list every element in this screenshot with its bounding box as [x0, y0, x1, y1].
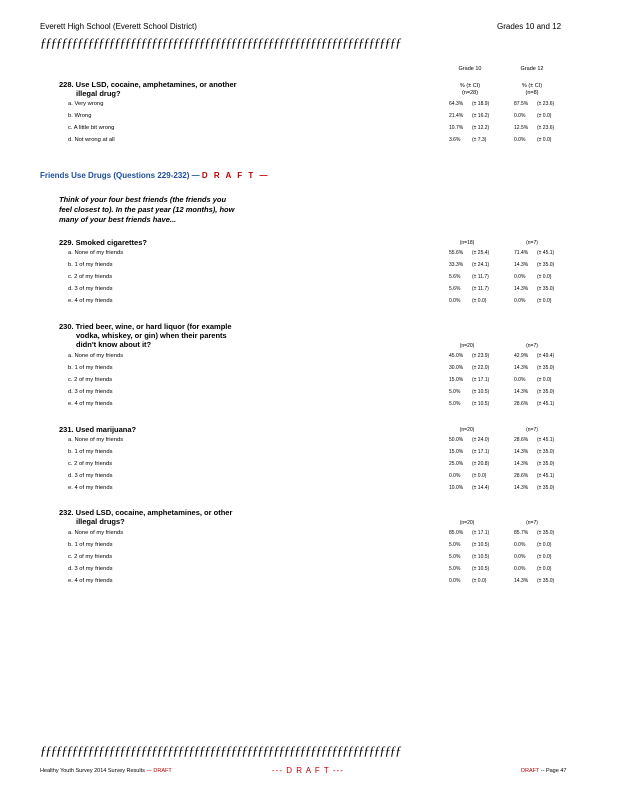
grade10-percent: 15.0% — [449, 449, 464, 455]
grade10-percent: 5.0% — [449, 542, 461, 548]
grade12-ci: (± 49.4) — [537, 353, 555, 359]
question-232-n-grade12: (n=7) — [526, 520, 538, 526]
option-label: d. 3 of my friends — [68, 286, 113, 292]
grade12-percent: 14.3% — [514, 262, 529, 268]
grade12-percent: 0.0% — [514, 554, 526, 560]
decorative-border-top: ƒƒƒƒƒƒƒƒƒƒƒƒƒƒƒƒƒƒƒƒƒƒƒƒƒƒƒƒƒƒƒƒƒƒƒƒƒƒƒƒƒƒƒƒƒƒƒƒƒƒƒƒƒƒƒƒƒƒƒƒƒƒƒƒƒƒƒƒ — [40, 35, 401, 50]
grade10-ci: (± 10.5) — [472, 389, 490, 395]
grade10-ci: (± 0.0) — [472, 298, 487, 304]
grade10-percent: 5.6% — [449, 274, 461, 280]
grade10-ci: (± 22.0) — [472, 365, 490, 371]
question-229-n-grade10: (n=18) — [459, 240, 475, 246]
grade12-percent: 0.0% — [514, 113, 526, 119]
grade10-ci: (± 17.1) — [472, 449, 490, 455]
option-label: c. 2 of my friends — [68, 461, 113, 467]
grade10-ci: (± 24.1) — [472, 262, 490, 268]
section-title-text: Friends Use Drugs (Questions 229-232) — — [40, 171, 200, 180]
question-232-title-cont: illegal drugs? — [76, 517, 125, 526]
column-header-grade12: Grade 12 — [520, 66, 544, 72]
decorative-border-bottom: ƒƒƒƒƒƒƒƒƒƒƒƒƒƒƒƒƒƒƒƒƒƒƒƒƒƒƒƒƒƒƒƒƒƒƒƒƒƒƒƒƒƒƒƒƒƒƒƒƒƒƒƒƒƒƒƒƒƒƒƒƒƒƒƒƒƒƒƒ — [40, 743, 401, 758]
grade10-percent: 5.0% — [449, 389, 461, 395]
grade10-percent: 25.0% — [449, 461, 464, 467]
grade12-ci: (± 0.0) — [537, 377, 552, 383]
grade12-percent: 0.0% — [514, 542, 526, 548]
question-230-n-grade12: (n=7) — [526, 343, 538, 349]
option-label: e. 4 of my friends — [68, 578, 113, 584]
grade12-ci: (± 35.0) — [537, 485, 555, 491]
grade10-percent: 0.0% — [449, 578, 461, 584]
grade12-ci: (± 35.0) — [537, 365, 555, 371]
option-label: b. 1 of my friends — [68, 365, 113, 371]
footer-right-draft: DRAFT — [521, 768, 540, 774]
option-label: e. 4 of my friends — [68, 401, 113, 407]
grade12-percent: 42.9% — [514, 353, 529, 359]
grade12-ci: (± 0.0) — [537, 554, 552, 560]
grade10-ci: (± 17.1) — [472, 530, 490, 536]
grade10-percent: 85.0% — [449, 530, 464, 536]
grade10-ci: (± 10.5) — [472, 566, 490, 572]
grade10-ci: (± 7.3) — [472, 137, 487, 143]
grade12-percent: 14.3% — [514, 578, 529, 584]
grade12-percent: 0.0% — [514, 377, 526, 383]
grade12-ci: (± 45.1) — [537, 250, 555, 256]
grade12-percent: 0.0% — [514, 137, 526, 143]
question-232-n-grade10: (n=20) — [459, 520, 475, 526]
question-229-n-grade12: (n=7) — [526, 240, 538, 246]
option-label: a. None of my friends — [68, 530, 124, 536]
grade12-percent: 14.3% — [514, 485, 529, 491]
grade10-percent: 5.0% — [449, 566, 461, 572]
grade10-ci: (± 10.5) — [472, 401, 490, 407]
grade10-percent: 64.3% — [449, 101, 464, 107]
grade10-percent: 30.0% — [449, 365, 464, 371]
question-228-title-cont: illegal drug? — [76, 89, 121, 98]
grade10-percent: 10.0% — [449, 485, 464, 491]
option-label: c. A little bit wrong — [68, 125, 115, 131]
option-label: a. Very wrong — [68, 101, 104, 107]
option-label: d. 3 of my friends — [68, 389, 113, 395]
grade10-ci: (± 11.7) — [472, 286, 489, 292]
footer-center-draft: --- D R A F T --- — [272, 766, 344, 775]
column-header-grade10: Grade 10 — [458, 66, 482, 72]
grade12-ci: (± 35.0) — [537, 530, 555, 536]
grade10-ci: (± 10.5) — [472, 554, 490, 560]
option-label: b. 1 of my friends — [68, 449, 113, 455]
question-228-title: 228. Use LSD, cocaine, amphetamines, or another — [59, 80, 237, 89]
footer-left — [40, 768, 172, 774]
grade10-percent: 5.0% — [449, 401, 461, 407]
grade10-ci: (± 10.5) — [472, 542, 490, 548]
intro-line-1: Think of your four best friends (the friends you — [59, 195, 227, 204]
grade10-percent: 5.0% — [449, 554, 461, 560]
grade10-ci: (± 11.7) — [472, 274, 489, 280]
grade12-percent: 87.5% — [514, 101, 529, 107]
grade12-ci: (± 0.0) — [537, 137, 552, 143]
grade12-percent: 0.0% — [514, 274, 526, 280]
grade10-percent: 50.0% — [449, 437, 464, 443]
document-header-school: Everett High School (Everett School District) — [40, 22, 197, 31]
grade12-ci: (± 0.0) — [537, 542, 552, 548]
grade12-percent: 14.3% — [514, 449, 529, 455]
question-230-title-cont2: didn't know about it? — [76, 340, 152, 349]
grade12-ci: (± 45.1) — [537, 401, 555, 407]
grade12-percent: 71.4% — [514, 250, 529, 256]
section-title — [40, 171, 269, 180]
option-label: c. 2 of my friends — [68, 377, 113, 383]
section-draft-label: D R A F T — — [201, 171, 270, 180]
column-header-pct-ci-12: % (± CI) — [521, 83, 543, 89]
grade10-ci: (± 14.4) — [472, 485, 490, 491]
option-label: e. 4 of my friends — [68, 298, 113, 304]
grade12-ci: (± 35.0) — [537, 286, 555, 292]
option-label: a. None of my friends — [68, 353, 124, 359]
option-label: b. 1 of my friends — [68, 262, 113, 268]
grade12-ci: (± 0.0) — [537, 274, 552, 280]
grade12-ci: (± 0.0) — [537, 566, 552, 572]
grade12-ci: (± 35.0) — [537, 461, 555, 467]
column-header-pct-ci-10: % (± CI) — [459, 83, 481, 89]
grade10-percent: 0.0% — [449, 298, 461, 304]
option-label: d. 3 of my friends — [68, 473, 113, 479]
grade10-ci: (± 0.0) — [472, 578, 487, 584]
question-231-n-grade10: (n=20) — [459, 427, 475, 433]
intro-line-2: feel closest to). In the past year (12 months), how — [59, 205, 235, 214]
grade12-ci: (± 35.0) — [537, 262, 555, 268]
grade12-percent: 12.5% — [514, 125, 529, 131]
footer-right — [521, 768, 566, 774]
option-label: d. Not wrong at all — [68, 137, 115, 143]
grade12-percent: 14.3% — [514, 461, 529, 467]
question-232-title: 232. Used LSD, cocaine, amphetamines, or other — [59, 508, 233, 517]
grade12-percent: 14.3% — [514, 286, 529, 292]
footer-left-draft: — DRAFT — [146, 768, 172, 774]
question-231-n-grade12: (n=7) — [526, 427, 538, 433]
grade12-percent: 0.0% — [514, 298, 526, 304]
option-label: d. 3 of my friends — [68, 566, 113, 572]
grade10-percent: 5.6% — [449, 286, 461, 292]
grade12-ci: (± 45.1) — [537, 437, 555, 443]
grade12-percent: 28.6% — [514, 437, 529, 443]
grade10-percent: 15.0% — [449, 377, 464, 383]
option-label: c. 2 of my friends — [68, 554, 113, 560]
grade12-ci: (± 35.0) — [537, 449, 555, 455]
question-230-title: 230. Tried beer, wine, or hard liquor (for example — [59, 322, 232, 331]
grade10-ci: (± 18.9) — [472, 101, 490, 107]
grade12-ci: (± 0.0) — [537, 298, 552, 304]
question-228-n-grade10: (n=28) — [461, 90, 479, 96]
grade12-ci: (± 23.6) — [537, 125, 555, 131]
question-230-title-cont: vodka, whiskey, or gin) when their parents — [76, 331, 227, 340]
grade10-percent: 0.0% — [449, 473, 461, 479]
option-label: b. 1 of my friends — [68, 542, 113, 548]
grade12-percent: 28.6% — [514, 473, 529, 479]
footer-page-number: -- Page 47 — [540, 768, 567, 774]
document-header-grades: Grades 10 and 12 — [497, 22, 562, 31]
grade12-ci: (± 45.1) — [537, 473, 555, 479]
question-229-title: 229. Smoked cigarettes? — [59, 238, 147, 247]
grade12-ci: (± 23.6) — [537, 101, 555, 107]
grade10-ci: (± 12.2) — [472, 125, 490, 131]
option-label: e. 4 of my friends — [68, 485, 113, 491]
footer-survey-title: Healthy Youth Survey 2014 Survey Results — [40, 768, 145, 774]
question-228-n-grade12: (n=8) — [525, 90, 539, 96]
grade10-ci: (± 17.1) — [472, 377, 490, 383]
grade10-percent: 45.0% — [449, 353, 464, 359]
grade10-ci: (± 20.8) — [472, 461, 490, 467]
question-231-title: 231. Used marijuana? — [59, 425, 137, 434]
grade12-percent: 14.3% — [514, 389, 529, 395]
option-label: a. None of my friends — [68, 437, 124, 443]
grade12-percent: 0.0% — [514, 566, 526, 572]
grade10-ci: (± 16.2) — [472, 113, 490, 119]
grade10-ci: (± 23.9) — [472, 353, 490, 359]
grade12-ci: (± 0.0) — [537, 113, 552, 119]
grade10-percent: 10.7% — [449, 125, 464, 131]
grade12-ci: (± 35.0) — [537, 578, 555, 584]
grade10-percent: 3.6% — [449, 137, 461, 143]
grade12-percent: 85.7% — [514, 530, 529, 536]
option-label: b. Wrong — [68, 113, 92, 119]
grade10-percent: 55.6% — [449, 250, 464, 256]
intro-line-3: many of your best friends have... — [59, 215, 177, 224]
option-label: a. None of my friends — [68, 250, 124, 256]
grade10-ci: (± 24.0) — [472, 437, 490, 443]
grade10-percent: 21.4% — [449, 113, 464, 119]
grade10-ci: (± 25.4) — [472, 250, 490, 256]
grade12-ci: (± 35.0) — [537, 389, 555, 395]
grade10-percent: 33.3% — [449, 262, 464, 268]
grade12-percent: 28.6% — [514, 401, 529, 407]
question-230-n-grade10: (n=20) — [459, 343, 475, 349]
grade12-percent: 14.3% — [514, 365, 529, 371]
grade10-ci: (± 0.0) — [472, 473, 487, 479]
option-label: c. 2 of my friends — [68, 274, 113, 280]
